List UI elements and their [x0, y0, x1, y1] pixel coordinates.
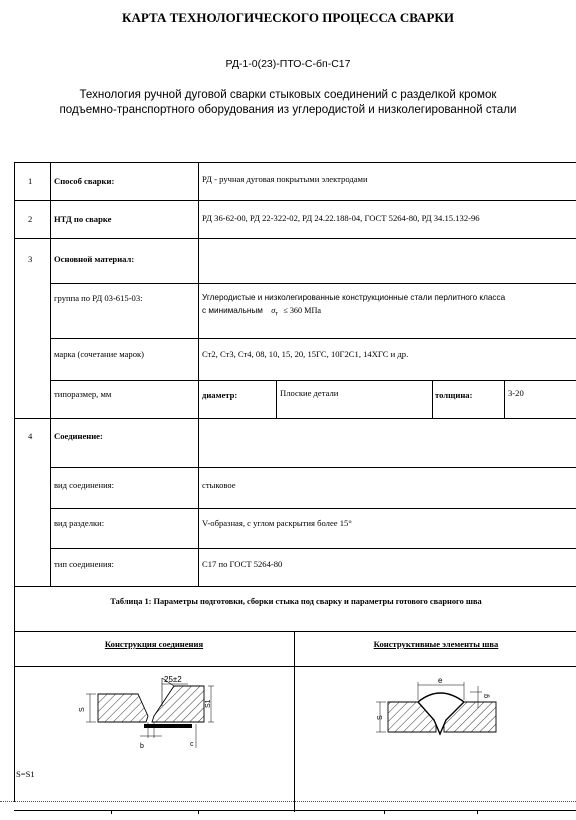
process-table — [14, 162, 576, 632]
thickness-value: 3-20 — [508, 388, 524, 398]
table-line — [50, 283, 576, 284]
row-1-label: Способ сварки: — [54, 176, 115, 186]
joint-type-value: С17 по ГОСТ 5264-80 — [202, 559, 283, 569]
right-plate — [152, 686, 204, 722]
row-4-label: Соединение: — [54, 431, 103, 441]
sketch-angle: 25±2 — [164, 675, 182, 684]
sigma-symbol: σ — [271, 306, 276, 315]
sketch-e: e — [438, 676, 443, 685]
table-line — [14, 666, 576, 667]
table-line — [14, 810, 576, 811]
sketch-c: c — [190, 741, 194, 748]
row-2-label: НТД по сварке — [54, 214, 112, 224]
left-plate — [98, 694, 148, 722]
table-line — [276, 380, 277, 418]
sketch-s: S — [79, 707, 86, 712]
table-line — [14, 162, 576, 163]
material-group-value-line-2 — [202, 305, 321, 321]
joint-type-label: тип соединения: — [54, 559, 114, 569]
page-break-dots — [0, 801, 576, 802]
weld-elements-sketch — [374, 676, 524, 766]
row-2-value: РД 36-62-00, РД 22-322-02, РД 24.22.188-04, ГОСТ 5264-80, РД 34.15.132-96 — [202, 213, 480, 223]
sketch-table — [14, 632, 576, 812]
sketch-note: S=S1 — [16, 769, 35, 779]
document-title: КАРТА ТЕХНОЛОГИЧЕСКОГО ПРОЦЕССА СВАРКИ — [122, 10, 454, 25]
thickness-label: толщина: — [435, 390, 473, 400]
document-code: РД-1-0(23)-ПТО-С-бп-С17 — [225, 58, 351, 70]
table-line — [477, 810, 478, 814]
backing-strip — [144, 724, 192, 728]
sketch-b: b — [140, 743, 144, 750]
sigma-subscript: т — [275, 311, 279, 318]
row-4-number: 4 — [28, 431, 33, 441]
table-line — [50, 508, 576, 509]
table-line — [14, 632, 15, 802]
column-header-weld-elements: Конструктивные элементы шва — [373, 639, 499, 649]
document-subtitle-line-1: Технология ручной дуговой сварки стыковых соединений с разделкой кромок — [79, 88, 497, 101]
material-group-prefix: с минимальным — [202, 306, 263, 315]
material-group-suffix: ≤ 360 МПа — [283, 306, 321, 315]
table-line — [198, 810, 199, 814]
diameter-value: Плоские детали — [280, 388, 339, 398]
table-caption: Таблица 1: Параметры подготовки, сборки стыка под сварку и параметры готового сварного шва — [110, 597, 482, 606]
material-group-label: группа по РД 03-615-03: — [54, 293, 143, 303]
table-line — [50, 467, 576, 468]
table-line — [50, 338, 576, 339]
row-3-number: 3 — [28, 254, 33, 264]
diameter-label: диаметр: — [202, 390, 238, 400]
document-subtitle-line-2: подъемно-транспортного оборудования из углеродистой и низколегированной стали — [59, 103, 517, 116]
table-line — [294, 632, 295, 812]
table-line — [14, 586, 576, 587]
sketch-s1: S1 — [205, 699, 212, 708]
bevel-kind-value: V-образная, с углом раскрытия более 15° — [202, 518, 352, 528]
table-line — [14, 418, 576, 419]
table-line — [50, 162, 51, 586]
row-3-label: Основной материал: — [54, 254, 135, 264]
size-label: типоразмер, мм — [54, 389, 112, 399]
bevel-kind-label: вид разделки: — [54, 518, 105, 528]
table-line — [198, 162, 199, 586]
table-line — [14, 162, 15, 632]
material-grade-label: марка (сочетание марок) — [54, 349, 145, 359]
column-header-joint-design: Конструкция соединения — [104, 639, 204, 649]
table-line — [14, 200, 576, 201]
table-line — [14, 238, 576, 239]
row-2-number: 2 — [28, 214, 33, 224]
table-line — [384, 810, 385, 814]
row-1-value: РД - ручная дуговая покрытыми электродами — [202, 174, 368, 184]
sketch-s: S — [377, 715, 384, 720]
sketch-g: g — [483, 694, 490, 698]
joint-design-sketch — [76, 674, 216, 769]
row-1-number: 1 — [28, 176, 33, 186]
material-grade-value: Ст2, Ст3, Ст4, 08, 10, 15, 20, 15ГС, 10Г2С1, 14ХГС и др. — [202, 349, 409, 359]
table-line — [50, 380, 576, 381]
material-group-value-line-1: Углеродистые и низколегированные конструкционные стали перлитного класса — [202, 293, 506, 302]
table-line — [111, 810, 112, 814]
table-line — [432, 380, 433, 418]
table-line — [50, 548, 576, 549]
table-line — [504, 380, 505, 418]
joint-kind-value: стыковое — [202, 480, 236, 490]
joint-kind-label: вид соединения: — [54, 480, 115, 490]
